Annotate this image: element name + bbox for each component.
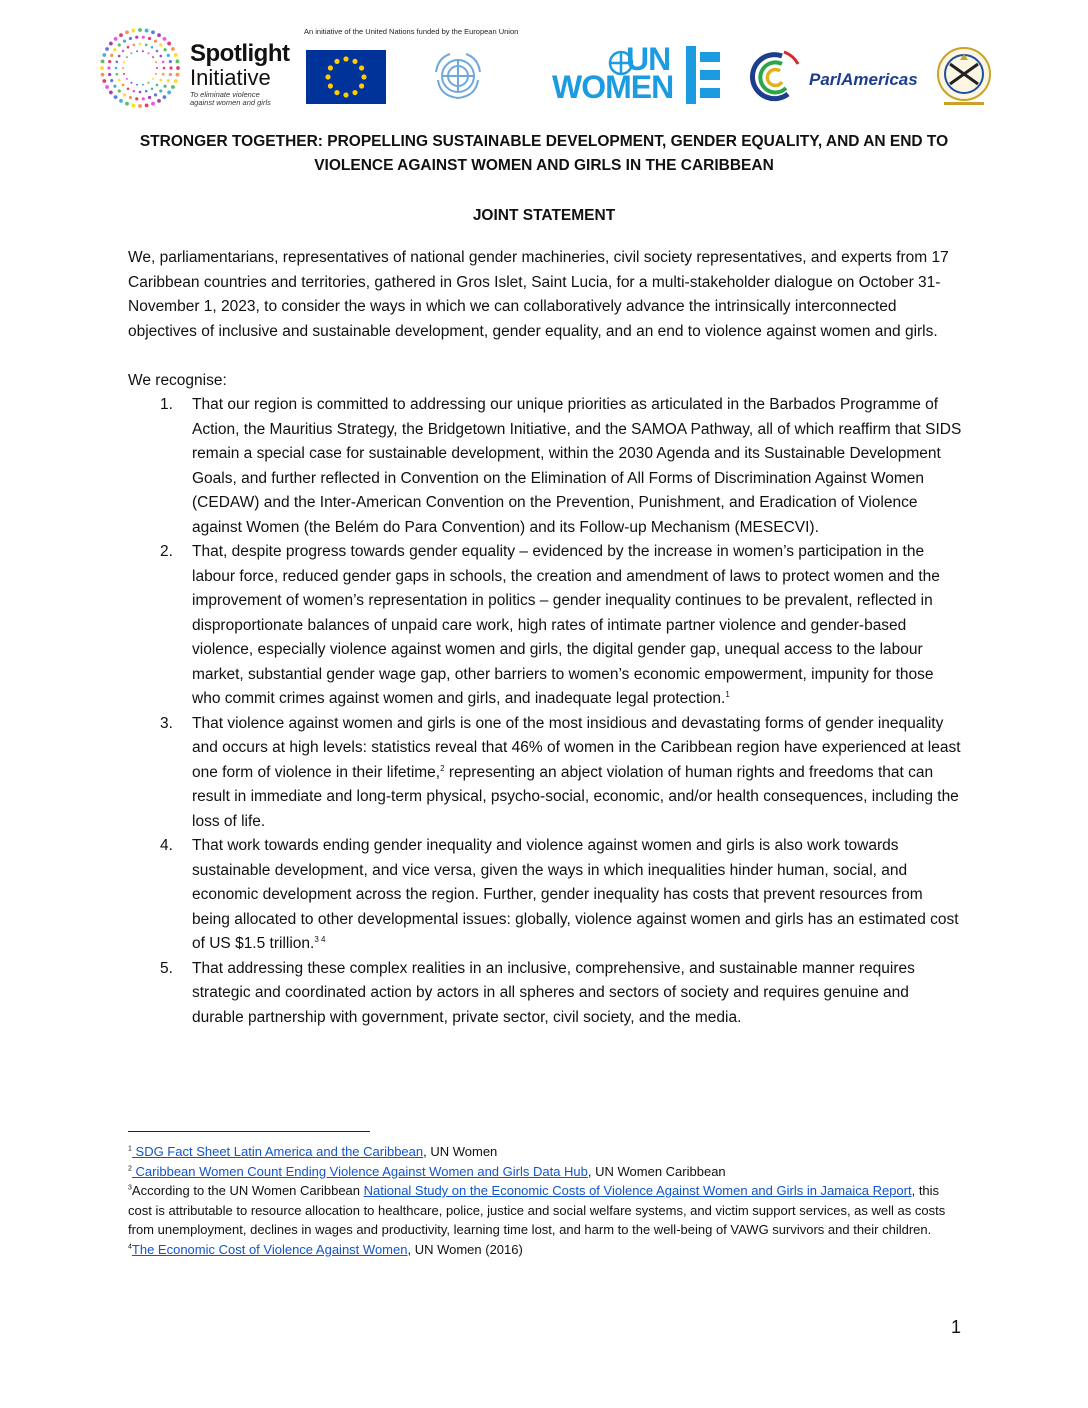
spotlight-dot-icon <box>136 84 138 86</box>
list-item <box>128 834 964 957</box>
footnote-text: , UN Women (2016) <box>407 1241 523 1257</box>
spotlight-dot-icon <box>169 66 172 69</box>
document-subtitle: JOINT STATEMENT <box>472 207 616 224</box>
spotlight-dot-icon <box>118 79 121 82</box>
list-item <box>128 393 964 540</box>
spotlight-dot-icon <box>116 60 119 63</box>
footnote-link[interactable]: Caribbean Women Count Ending Violence Against Women and Girls Data Hub <box>131 1163 588 1179</box>
spotlight-dot-icon <box>110 79 113 82</box>
spotlight-dot-icon <box>152 78 154 80</box>
spotlight-dot-icon <box>154 40 157 43</box>
spotlight-dot-icon <box>114 95 118 99</box>
eu-star-icon <box>334 90 339 95</box>
spotlight-dot-icon <box>116 73 119 76</box>
spotlight-dot-icon <box>102 79 106 83</box>
spotlight-dot-icon <box>135 97 138 100</box>
spotlight-dot-icon <box>131 82 133 84</box>
eu-star-icon <box>359 65 364 70</box>
spotlight-dot-icon <box>167 79 170 82</box>
un-women-line2: WOMEN <box>552 68 674 105</box>
footnote-mark: 2 <box>128 1165 132 1173</box>
parliament-crest-logo <box>934 44 994 110</box>
spotlight-dot-icon <box>155 73 157 75</box>
spotlight-dot-circle-logo <box>96 24 184 112</box>
spotlight-dot-icon <box>105 85 109 89</box>
spotlight-dot-icon <box>109 91 113 95</box>
eu-star-icon <box>359 83 364 88</box>
list-item <box>128 957 964 1031</box>
list-item-text: That, despite progress towards gender equality – evidenced by the increase in women’s participation in the labour force, reduced gender gaps in schools, the creation and amendment of laws to protect women and the improvement of women’s representation in politics – gender inequality continues to be prevalent, reflected in disproportionate balances of unpaid care work, high rates of intimate partner violence and gender-based violence, especially violence against women and girls, the digital gender gap, unequal access to the labour market, substantial gender wage gap, other barriers to women’s economic empowerment, impunity for those who commit crimes against women and girls, and inadequate legal protection. <box>192 543 940 707</box>
spotlight-dot-icon <box>174 53 178 57</box>
footnote-text: , this cost is attributable to resource allocation to healthcare, police, justice and social welfare systems, and victim support services, as well as costs from unemployment, declines in wages and productivity, learning time lost, and harm to the well-being of VAWG survivors and their children. <box>128 1183 946 1237</box>
spotlight-dot-icon <box>132 90 135 93</box>
footnote-ref[interactable]: 3 4 <box>314 934 326 944</box>
spotlight-dot-icon <box>132 104 136 108</box>
eu-star-icon <box>352 59 357 64</box>
spotlight-dot-icon <box>174 79 178 83</box>
spotlight-dot-icon <box>151 87 154 90</box>
spotlight-dot-icon <box>114 37 118 41</box>
spotlight-dot-icon <box>107 66 110 69</box>
spotlight-dot-icon <box>136 50 138 52</box>
spotlight-dot-icon <box>145 44 148 47</box>
spotlight-dot-icon <box>102 53 106 57</box>
spotlight-dot-icon <box>167 54 170 57</box>
footnote <box>128 1162 964 1182</box>
spotlight-dot-icon <box>155 61 157 63</box>
list-item <box>128 712 964 835</box>
spotlight-line1: Spotlight <box>190 40 290 67</box>
spotlight-dot-icon <box>123 73 125 75</box>
spotlight-dot-icon <box>145 90 148 93</box>
document-title: STRONGER TOGETHER: PROPELLING SUSTAINABLE DEVELOPMENT, GENDER EQUALITY, AND AN END TO VIOLENCE AGAINST WOMEN AND GIRLS IN THE CARIBBEAN <box>139 133 949 174</box>
spotlight-dot-icon <box>162 73 165 76</box>
spotlight-dot-icon <box>151 30 155 34</box>
un-women-equal-sign-icon <box>686 46 720 104</box>
spotlight-dot-icon <box>142 84 144 86</box>
spotlight-dot-icon <box>139 43 142 46</box>
spotlight-dot-icon <box>151 102 155 106</box>
spotlight-dot-icon <box>100 66 104 70</box>
spotlight-dot-icon <box>122 50 125 53</box>
spotlight-dot-icon <box>145 29 149 33</box>
spotlight-dot-icon <box>125 102 129 106</box>
parlamericas-swirl-icon <box>748 50 804 104</box>
spotlight-dot-icon <box>118 43 121 46</box>
recognition-list <box>128 393 964 1030</box>
recognise-heading: We recognise: <box>128 371 227 389</box>
eu-star-icon <box>343 56 348 61</box>
list-item-text: That work towards ending gender inequality and violence against women and girls is also work towards sustainable development, and vice versa, given the ways in which inequalities hinder human, social, and economic development across the region. Further, gender inequality has costs that prevent resources from being allocated to other developmental issues: globally, violence against women and girls has an estimated cost of US $1.5 trillion. <box>192 837 959 952</box>
spotlight-dot-icon <box>123 93 126 96</box>
page-number: 1 <box>950 1317 961 1337</box>
spotlight-dot-icon <box>108 73 111 76</box>
spotlight-dot-icon <box>125 30 129 34</box>
footnote-ref[interactable]: 2 <box>440 763 445 773</box>
spotlight-dot-icon <box>156 84 159 87</box>
spotlight-dot-icon <box>132 29 136 33</box>
spotlight-dot-icon <box>163 37 167 41</box>
spotlight-dot-icon <box>163 48 166 51</box>
footnote <box>128 1181 964 1240</box>
list-item-number: 1. <box>160 396 173 413</box>
spotlight-dot-icon <box>109 42 113 46</box>
spotlight-tagline: To eliminate violence against women and girls <box>190 90 271 108</box>
spotlight-dot-icon <box>148 52 150 54</box>
spotlight-dot-icon <box>138 104 142 108</box>
spotlight-dot-icon <box>132 44 135 47</box>
spotlight-dot-icon <box>108 60 111 63</box>
partner-logos <box>96 24 996 112</box>
eu-star-icon <box>334 59 339 64</box>
eu-star-icon <box>343 92 348 97</box>
spotlight-dot-icon <box>148 96 151 99</box>
list-item-number: 5. <box>160 959 173 977</box>
spotlight-dot-icon <box>127 87 130 90</box>
spotlight-dot-icon <box>159 43 162 46</box>
spotlight-dot-icon <box>171 85 175 89</box>
footnote-link[interactable]: The Economic Cost of Violence Against Women <box>131 1241 408 1257</box>
spotlight-dot-icon <box>142 50 144 52</box>
eu-flag-logo <box>306 50 386 104</box>
spotlight-dot-icon <box>115 67 118 70</box>
un-emblem-logo <box>432 50 484 102</box>
spotlight-dot-icon <box>113 85 116 88</box>
spotlight-dot-icon <box>123 40 126 43</box>
spotlight-dot-icon <box>169 60 172 63</box>
spotlight-initiative-logo-text <box>190 42 289 108</box>
spotlight-dot-icon <box>131 52 133 54</box>
list-item-number: 3. <box>160 714 173 732</box>
spotlight-dot-icon <box>101 60 105 64</box>
spotlight-dot-icon <box>151 46 154 49</box>
list-item-number: 2. <box>160 543 173 560</box>
spotlight-dot-icon <box>101 73 105 77</box>
spotlight-dot-icon <box>119 99 123 103</box>
spotlight-dot-icon <box>129 37 132 40</box>
initiative-note: An initiative of the United Nations funded by the European Union <box>304 27 519 36</box>
spotlight-dot-icon <box>126 56 128 58</box>
spotlight-dot-icon <box>142 36 145 39</box>
spotlight-dot-icon <box>135 36 138 39</box>
spotlight-dot-icon <box>159 55 162 58</box>
spotlight-dot-icon <box>119 33 123 37</box>
spotlight-dot-icon <box>154 93 157 96</box>
list-item-text: That violence against women and girls is one of the most insidious and devastating forms of gender inequality and occurs at high levels: statistics reveal that 46% of women in the Caribbean region have experienced at least one form of violence in their lifetime, <box>192 714 961 781</box>
spotlight-dot-icon <box>162 60 165 63</box>
list-item-text: That our region is committed to addressing our unique priorities as articulated in the Barbados Programme of Action, the Mauritius Strategy, the Bridgetown Initiative, and the SAMOA Pathway, all of which reaffirm that SIDS remain a special case for sustainable development, within the 2030 Agenda and its Sustainable Development Goals, and further reflected in Convention on the Elimination of All Forms of Discrimination Against Women (CEDAW) and the Inter-American Convention on the Prevention, Punishment, and Eradication of Violence against Women (the Belém do Para Convention) and its Follow-up Mechanism (MESECVI). <box>192 396 962 536</box>
footnote-separator <box>128 1131 370 1132</box>
spotlight-dot-icon <box>167 91 171 95</box>
spotlight-dot-icon <box>159 79 162 82</box>
parlamericas-logo-text: ParlAmericas <box>809 70 918 89</box>
footnotes <box>128 1142 964 1259</box>
spotlight-dot-icon <box>105 47 109 51</box>
spotlight-dot-icon <box>127 46 130 49</box>
eu-star-icon <box>328 65 333 70</box>
eu-star-icon <box>352 90 357 95</box>
eu-star-icon <box>361 74 366 79</box>
footnote-link[interactable]: National Study on the Economic Costs of Violence Against Women and Girls in Jamaica Report <box>363 1183 912 1198</box>
footnote-link[interactable]: SDG Fact Sheet Latin America and the Caribbean <box>131 1144 424 1159</box>
spotlight-dot-icon <box>156 67 158 69</box>
spotlight-dot-icon <box>138 28 142 32</box>
spotlight-dot-icon <box>118 89 121 92</box>
eu-star-icon <box>328 83 333 88</box>
spotlight-dot-icon <box>148 37 151 40</box>
spotlight-dot-icon <box>129 96 132 99</box>
spotlight-dot-icon <box>139 91 142 94</box>
footnote-text: , UN Women Caribbean <box>587 1163 726 1179</box>
footnote-ref[interactable]: 1 <box>725 689 730 699</box>
un-women-emblem-icon <box>606 48 636 78</box>
spotlight-dot-icon <box>156 50 159 53</box>
un-women-line1: UN <box>626 41 671 77</box>
spotlight-dot-icon <box>152 56 154 58</box>
spotlight-dot-icon <box>122 67 124 69</box>
footnote-text-before: According to the UN Women Caribbean <box>131 1183 364 1198</box>
spotlight-dot-icon <box>123 61 125 63</box>
spotlight-dot-icon <box>176 73 180 77</box>
spotlight-dot-icon <box>159 89 162 92</box>
list-item-text-continued: representing an abject violation of human rights and freedoms that can result in immediate and long-term physical, psycho-social, economic, and/or health consequences, including the loss of life. <box>192 763 959 830</box>
spotlight-dot-icon <box>171 47 175 51</box>
footnote-text: , UN Women <box>423 1144 498 1159</box>
spotlight-dot-icon <box>176 60 180 64</box>
spotlight-dot-icon <box>118 55 121 58</box>
spotlight-dot-icon <box>167 42 171 46</box>
intro-paragraph: We, parliamentarians, representatives of national gender machineries, civil society representatives, and experts from 17 Caribbean countries and territories, gathered in Gros Islet, Saint Lucia, for a multi-stakeholder dialogue on October 31-November 1, 2023, to consider the ways in which we can collaboratively advance the intrinsically interconnected objectives of inclusive and sustainable development, gender equality, and an end to violence against women and girls. <box>128 249 949 340</box>
list-item-number: 4. <box>160 837 173 854</box>
spotlight-dot-icon <box>122 84 125 87</box>
footnote <box>128 1142 964 1162</box>
spotlight-dot-icon <box>110 54 113 57</box>
eu-star-icon <box>325 74 330 79</box>
spotlight-line2: Initiative <box>190 65 271 90</box>
document-body <box>128 246 964 1030</box>
spotlight-dot-icon <box>169 73 172 76</box>
footnote-mark: 4 <box>128 1243 132 1251</box>
spotlight-dot-icon <box>163 95 167 99</box>
footnote <box>128 1240 964 1260</box>
spotlight-dot-icon <box>126 78 128 80</box>
footnote-mark: 3 <box>128 1184 132 1192</box>
spotlight-dot-icon <box>163 67 166 70</box>
spotlight-dot-icon <box>157 99 161 103</box>
spotlight-dot-icon <box>176 66 180 70</box>
list-item <box>128 540 964 712</box>
spotlight-dot-icon <box>163 85 166 88</box>
spotlight-dot-icon <box>148 82 150 84</box>
spotlight-dot-icon <box>145 104 149 108</box>
spotlight-dot-icon <box>157 33 161 37</box>
spotlight-dot-icon <box>113 48 116 51</box>
footnote-mark: 1 <box>128 1145 132 1153</box>
spotlight-dot-icon <box>142 97 145 100</box>
list-item-text: That addressing these complex realities in an inclusive, comprehensive, and sustainable manner requires strategic and coordinated action by actors in all spheres and sectors of society and requires genuine and durable partnership with government, private sector, civil society, and the media. <box>192 959 915 1026</box>
